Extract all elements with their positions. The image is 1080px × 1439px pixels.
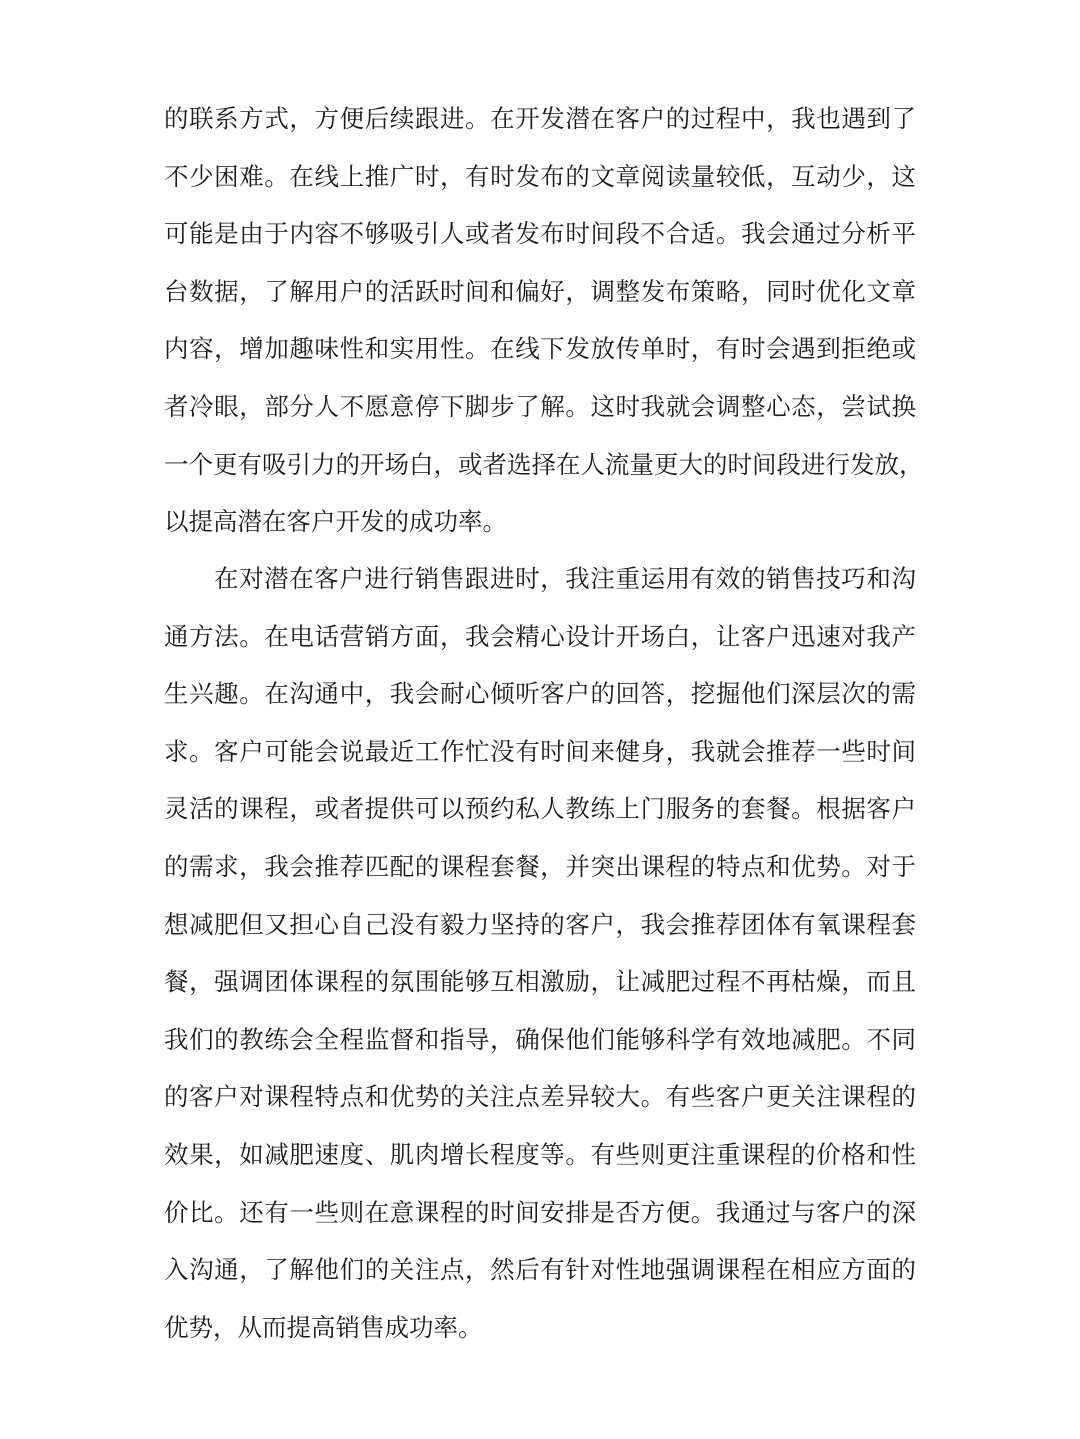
paragraph-2-line: 效果，如减肥速度、肌肉增长程度等。有些则更注重课程的价格和性 [164,1139,916,1169]
paragraph-2-line: 餐，强调团体课程的氛围能够互相激励，让减肥过程不再枯燥，而且 [164,967,916,997]
paragraph-2-line: 求。客户可能会说最近工作忙没有时间来健身，我就会推荐一些时间 [164,736,916,766]
paragraph-2-line: 想减肥但又担心自己没有毅力坚持的客户，我会推荐团体有氧课程套 [164,909,916,939]
paragraph-2-line: 灵活的课程，或者提供可以预约私人教练上门服务的套餐。根据客户 [164,794,916,824]
paragraph-2-line: 通方法。在电话营销方面，我会精心设计开场白，让客户迅速对我产 [164,621,916,651]
paragraph-1 [164,90,924,551]
paragraph-1-line: 不少困难。在线上推广时，有时发布的文章阅读量较低，互动少，这 [164,161,916,191]
paragraph-2-line: 入沟通，了解他们的关注点，然后有针对性地强调课程在相应方面的 [164,1255,916,1285]
paragraph-2-line: 生兴趣。在沟通中，我会耐心倾听客户的回答，挖掘他们深层次的需 [164,679,916,709]
paragraph-2-line: 我们的教练会全程监督和指导，确保他们能够科学有效地减肥。不同 [164,1024,916,1054]
paragraph-2-line: 的客户对课程特点和优势的关注点差异较大。有些客户更关注课程的 [164,1082,916,1112]
paragraph-1-line: 台数据，了解用户的活跃时间和偏好，调整发布策略，同时优化文章 [164,276,916,306]
paragraph-2-line: 价比。还有一些则在意课程的时间安排是否方便。我通过与客户的深 [164,1197,916,1227]
paragraph-2-line: 优势，从而提高销售成功率。 [164,1312,483,1342]
paragraph-1-line: 者冷眼，部分人不愿意停下脚步了解。这时我就会调整心态，尝试换 [164,391,916,421]
paragraph-2-line: 的需求，我会推荐匹配的课程套餐，并突出课程的特点和优势。对于 [164,851,916,881]
paragraph-1-line: 内容，增加趣味性和实用性。在线下发放传单时，有时会遇到拒绝或 [164,334,916,364]
paragraph-1-line: 的联系方式，方便后续跟进。在开发潜在客户的过程中，我也遇到了 [164,104,916,133]
paragraph-1-line: 可能是由于内容不够吸引人或者发布时间段不合适。我会通过分析平 [164,219,916,249]
paragraph-2 [164,550,916,1356]
paragraph-2-line: 在对潜在客户进行销售跟进时，我注重运用有效的销售技巧和沟 [214,564,916,593]
paragraph-1-line: 以提高潜在客户开发的成功率。 [164,507,507,537]
paragraph-1-line: 一个更有吸引力的开场白，或者选择在人流量更大的时间段进行发放， [164,449,924,479]
